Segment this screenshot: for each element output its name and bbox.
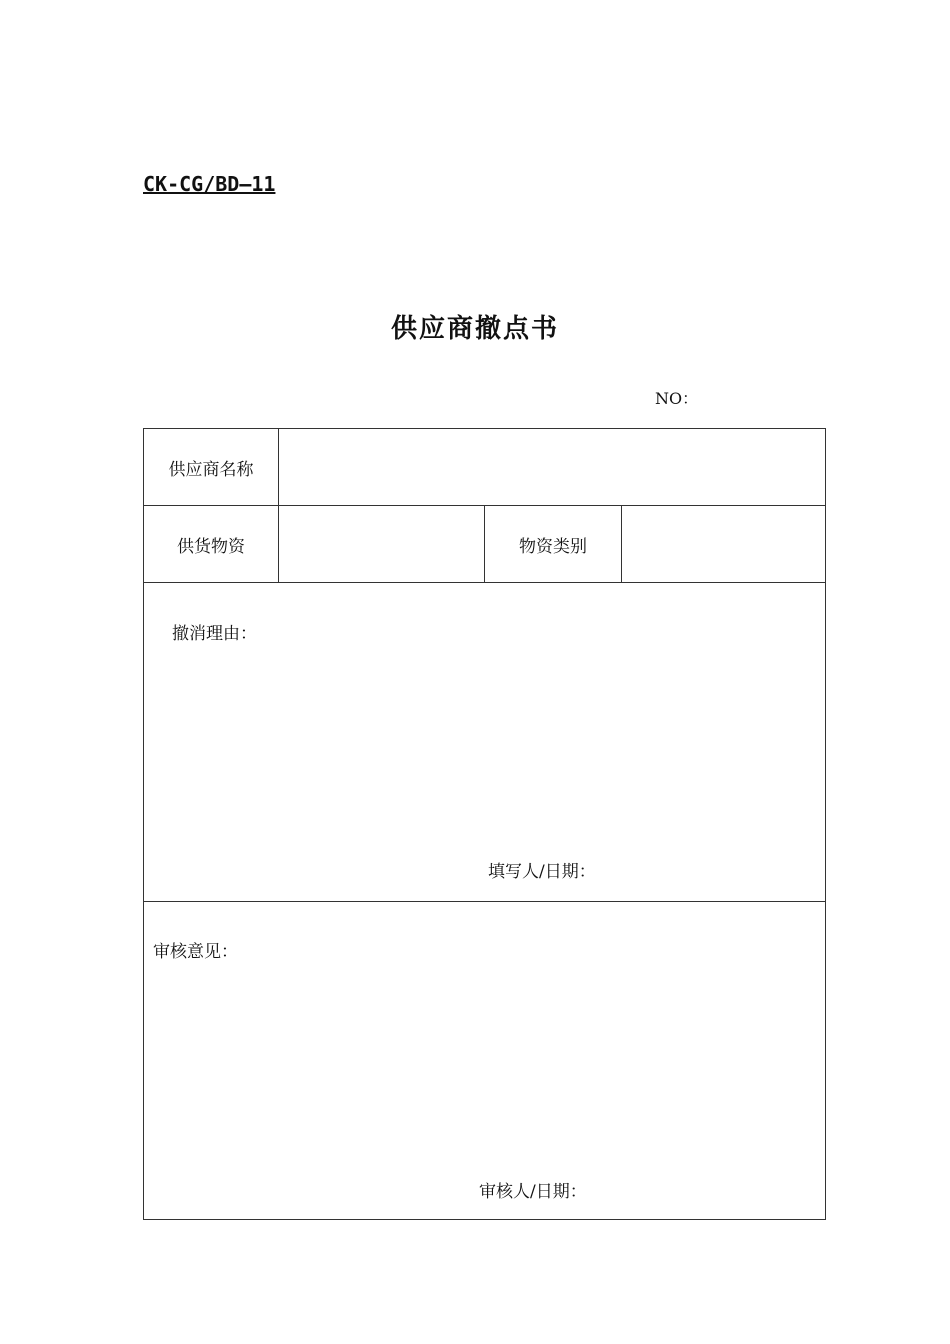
reviewer-date-label: 审核人/日期：: [479, 1181, 587, 1202]
revocation-form-table: [143, 428, 826, 1220]
supplier-name-row: [144, 429, 826, 506]
revoke-reason-label: 撤消理由：: [172, 624, 257, 645]
revoke-reason-field[interactable]: [144, 583, 826, 901]
supplier-name-label: 供应商名称: [144, 429, 279, 506]
review-opinion-field[interactable]: [144, 901, 826, 1219]
document-title: 供应商撤点书: [390, 314, 559, 344]
revoke-reason-row: [144, 583, 826, 901]
document-code: CK-CG/BD—11: [143, 172, 276, 196]
filler-date-label: 填写人/日期：: [488, 862, 596, 883]
supplied-goods-label: 供货物资: [144, 506, 279, 583]
supplied-goods-field[interactable]: [279, 506, 485, 583]
review-opinion-label: 审核意见：: [153, 941, 238, 962]
goods-category-label: 物资类别: [485, 506, 622, 583]
document-number-label: NO：: [655, 389, 699, 408]
goods-category-field[interactable]: [622, 506, 826, 583]
supplier-name-field[interactable]: [279, 429, 826, 506]
goods-row: [144, 506, 826, 583]
review-opinion-row: [144, 901, 826, 1219]
